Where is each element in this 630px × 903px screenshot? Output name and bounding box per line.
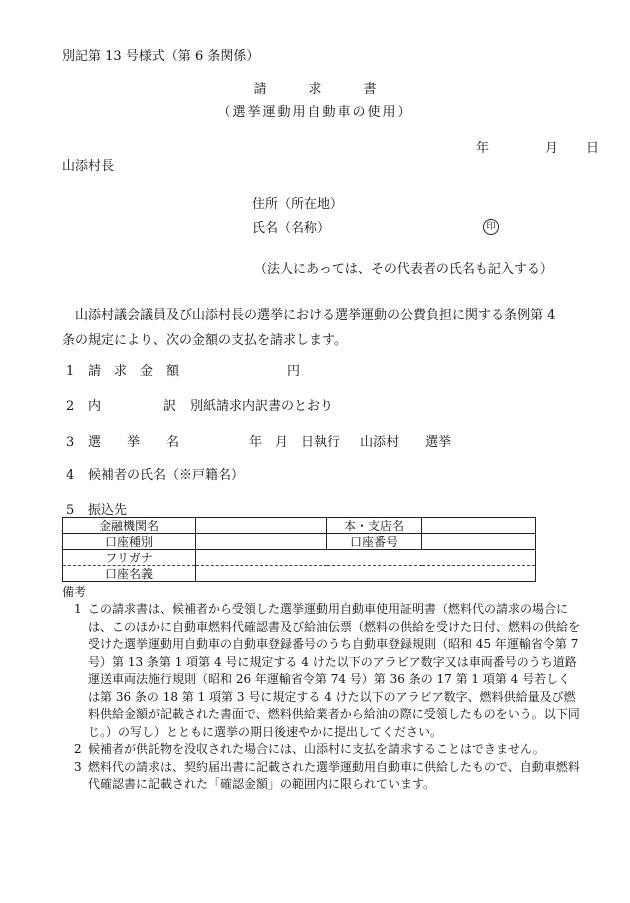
amount-unit: 円 [287,364,301,379]
document-subtitle: （選挙運動用自動車の使用） [217,105,413,120]
item-candidate [66,469,244,482]
item-label-part: 挙 [127,435,141,450]
name-label: 氏名（名称） [252,221,331,236]
document-title [0,83,630,96]
election-suffix: 選挙 [425,435,452,450]
item-amount [66,365,300,378]
address-label: 住所（所在地） [252,197,344,212]
date-year: 年 [476,141,490,156]
election-village: 山添村 [360,435,400,450]
note-number: 2 [74,742,82,756]
item-label: 振込先 [88,503,128,518]
title-char: 請 [253,82,267,97]
notes-list [62,601,582,794]
notes-heading: 備考 [62,585,87,599]
institution-label: 金融機関名 [63,518,196,534]
item-label-part: 名 [166,435,180,450]
form-number: 別記第 13 号様式（第 6 条関係） [62,49,260,64]
item-label: 候補者の氏名（※戸籍名） [88,468,245,483]
institution-field[interactable] [196,518,327,534]
account-number-label: 口座番号 [327,534,422,550]
item-breakdown [66,400,333,413]
account-type-label: 口座種別 [63,534,196,550]
item-number: 3 [66,435,75,450]
item-number: 1 [66,364,75,379]
request-body-text: 山添村議会議員及び山添村長の選挙における選挙運動の公費負担に関する条例第 4 条の規定により、次の金額の支払を請求します。 [62,308,556,348]
title-char: 求 [308,82,322,97]
furigana-label: フリガナ [63,550,196,566]
corporation-note: （法人にあっては、その代表者の氏名も記入する） [254,262,553,277]
account-type-field[interactable] [196,534,327,550]
item-label-part: 選 [88,435,102,450]
addressee: 山添村長 [62,159,115,174]
branch-field[interactable] [422,518,536,534]
item-label-part: 訳 [163,399,177,414]
account-holder-field[interactable] [196,566,536,582]
list-item [62,759,582,794]
item-transfer [66,504,127,517]
note-number: 3 [74,759,82,774]
item-election [66,436,451,449]
date-month: 月 [545,141,559,156]
item-label: 請 求 金 額 [88,364,180,379]
bank-account-table [62,517,536,582]
date-day: 日 [586,141,600,156]
title-char: 書 [363,82,377,97]
seal-mark: 印 [483,219,499,235]
item-label-part: 内 [88,399,102,414]
note-text: この請求書は、候補者から受領した選挙運動用自動車使用証明書（燃料代の請求の場合には、このほかに自動車燃料代確認書及び給油伝票（燃料の供給を受けた日付、燃料の供給を受けた選挙運動用自動車の自動車登録番号のうち自動車登録規則（昭和 45 年運輸省令第 7 号）第 13 条第 1 項第 4 号に規定する 4 けた以下のアラビア数字又は車両番号のうち道路運送車両法施行規則（昭和 26 年運輸省令第 74 号）第 36 条の 17 第 1 項第 4 号若しくは第 36 条の 18 第 1 項第 3 号に規定する 4 けた以下のアラビア数字、燃料供給量及び燃料供給金額が記載された書面で、燃料供給業者から給油の際に受領したものをいう。以下同じ。）の写し）とともに選挙の期日後速やかに提出してください。 [88,602,581,739]
furigana-field[interactable] [196,550,536,566]
note-number: 1 [74,602,82,616]
table-row [63,534,536,550]
election-date: 年 月 日執行 [249,435,341,450]
list-item [62,741,582,759]
item-number: 5 [66,503,75,518]
account-holder-label: 口座名義 [63,566,196,582]
table-row [63,566,536,582]
date-line [476,142,599,155]
breakdown-value: 別紙請求内訳書のとおり [190,399,334,414]
list-item [62,601,582,741]
note-text: 燃料代の請求は、契約届出書に記載された選挙運動用自動車に供給したもので、自動車燃料代確認書に記載された「確認金額」の範囲内に限られています。 [88,759,580,791]
item-number: 4 [66,468,75,483]
table-row [63,550,536,566]
note-text: 候補者が供託物を没収された場合には、山添村に支払を請求することはできません。 [88,742,545,756]
branch-label: 本・支店名 [327,518,422,534]
table-row [63,518,536,534]
item-number: 2 [66,399,75,414]
account-number-field[interactable] [422,534,536,550]
